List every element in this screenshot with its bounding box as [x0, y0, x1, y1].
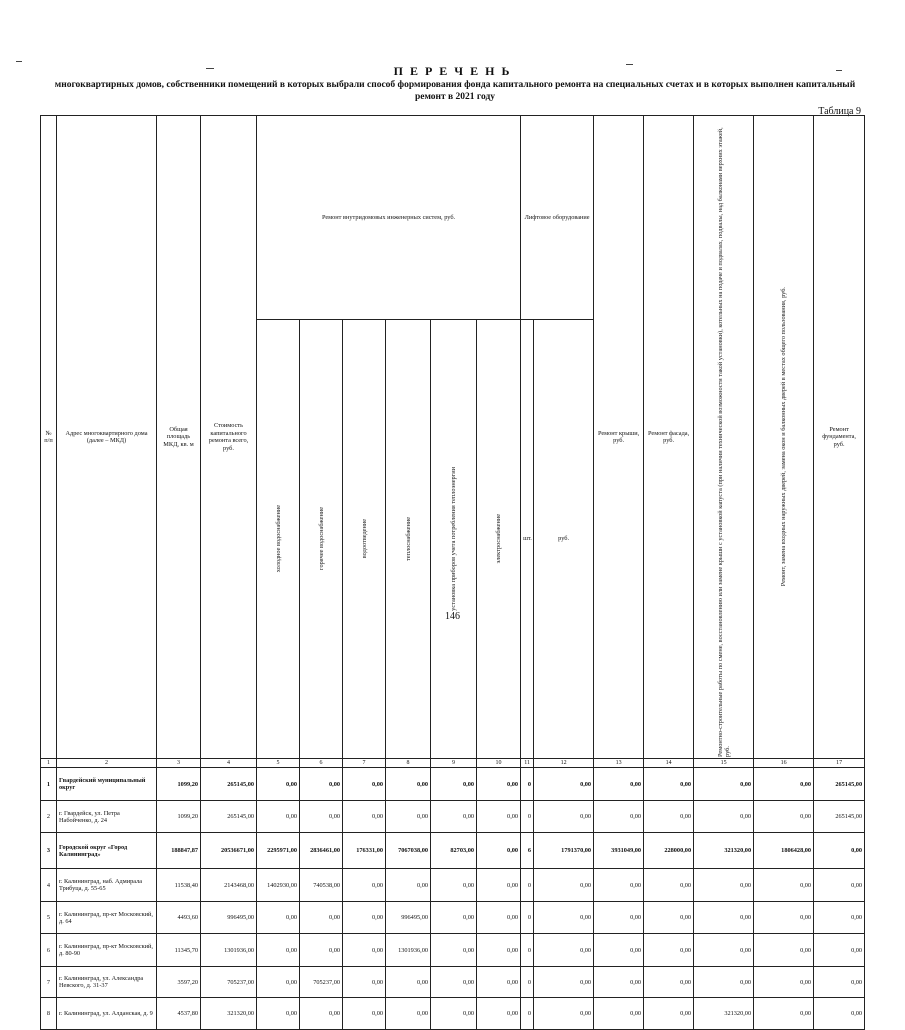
header-basement [694, 116, 754, 759]
value-cell: 0,00 [431, 902, 477, 934]
value-cell: 265145,00 [814, 801, 865, 833]
value-cell: 0,00 [754, 869, 814, 902]
table-row [41, 801, 865, 833]
column-number: 14 [644, 759, 694, 768]
value-cell: 0,00 [644, 998, 694, 1030]
row-number-cell: 5 [41, 902, 57, 934]
cost-cell: 996495,00 [201, 902, 257, 934]
value-cell: 0 [521, 768, 534, 801]
value-cell: 0,00 [300, 801, 343, 833]
value-cell: 0,00 [534, 768, 594, 801]
value-cell: 0,00 [754, 768, 814, 801]
address-cell: г. Калининград, ул. Алданская, д. 9 [57, 998, 157, 1030]
cost-cell: 20536671,00 [201, 833, 257, 869]
column-number: 2 [57, 759, 157, 768]
value-cell: 0,00 [594, 902, 644, 934]
column-number: 7 [343, 759, 386, 768]
value-cell: 321320,00 [694, 998, 754, 1030]
value-cell: 2295971,00 [257, 833, 300, 869]
column-number: 15 [694, 759, 754, 768]
value-cell: 0,00 [644, 902, 694, 934]
value-cell: 0,00 [431, 768, 477, 801]
header-roof: Ремонт крыши, руб. [594, 116, 644, 759]
value-cell: 0,00 [594, 998, 644, 1030]
column-number: 13 [594, 759, 644, 768]
row-number-cell: 8 [41, 998, 57, 1030]
header-basement-text: Ремонтно-строительные работы по смене, восстановлению или замене крыши с установкой капуста (при наличии технической возможности такой установки), котельных на подаче и подвалах, подвалы, над балконами верхних этажей, руб. [717, 117, 731, 757]
address-cell: г. Гвардейск, ул. Петра Набойченко, д. 24 [57, 801, 157, 833]
value-cell: 1806428,00 [754, 833, 814, 869]
column-number: 12 [534, 759, 594, 768]
value-cell: 0,00 [343, 967, 386, 998]
value-cell: 0,00 [477, 869, 521, 902]
value-cell: 6 [521, 833, 534, 869]
area-cell: 4493,60 [157, 902, 201, 934]
value-cell: 0,00 [814, 902, 865, 934]
header-elevator-rub: руб. [534, 319, 594, 758]
address-cell: г. Калининград, пр-кт Московский, д. 80-90 [57, 934, 157, 967]
table-row [41, 967, 865, 998]
document-subtitle: многоквартирных домов, собственники помещений в которых выбрали способ формирования фонда капитального ремонта на специальных счетах и в которых выполнен капитальный ремонт в 2021 году [40, 79, 870, 103]
value-cell: 0,00 [431, 801, 477, 833]
value-cell: 0,00 [534, 869, 594, 902]
cost-cell: 265145,00 [201, 801, 257, 833]
value-cell: 0,00 [644, 801, 694, 833]
value-cell: 0,00 [594, 934, 644, 967]
header-internal-systems: Ремонт внутридомовых инженерных систем, руб. [257, 116, 521, 320]
value-cell: 0,00 [386, 998, 431, 1030]
value-cell: 0,00 [644, 768, 694, 801]
value-cell: 0 [521, 801, 534, 833]
value-cell: 0,00 [644, 869, 694, 902]
column-number: 17 [814, 759, 865, 768]
value-cell: 0,00 [257, 998, 300, 1030]
value-cell: 0,00 [343, 801, 386, 833]
value-cell: 0,00 [534, 998, 594, 1030]
value-cell: 0,00 [694, 967, 754, 998]
header-doors [754, 116, 814, 759]
value-cell: 0,00 [754, 934, 814, 967]
value-cell: 0,00 [594, 967, 644, 998]
area-cell: 11538,40 [157, 869, 201, 902]
value-cell: 82703,00 [431, 833, 477, 869]
header-heating [386, 319, 431, 758]
header-metering-text: установка приборов учета потребления теплоэнергии [450, 467, 457, 611]
value-cell: 0,00 [477, 902, 521, 934]
value-cell: 0,00 [386, 869, 431, 902]
value-cell: 0 [521, 902, 534, 934]
column-number-row [41, 759, 865, 768]
table-body [41, 768, 865, 1030]
table-row [41, 833, 865, 869]
header-sewerage [343, 319, 386, 758]
table-label: Таблица 9 [818, 106, 861, 117]
header-cost: Стоимость капитального ремонта всего, руб. [201, 116, 257, 759]
value-cell: 0,00 [814, 934, 865, 967]
header-heating-text: теплоснабжение [405, 517, 412, 561]
value-cell: 0,00 [594, 869, 644, 902]
value-cell: 321320,00 [694, 833, 754, 869]
value-cell: 0,00 [594, 768, 644, 801]
value-cell: 265145,00 [814, 768, 865, 801]
value-cell: 0,00 [386, 768, 431, 801]
value-cell: 176331,00 [343, 833, 386, 869]
value-cell: 228000,00 [644, 833, 694, 869]
value-cell: 0,00 [694, 934, 754, 967]
header-doors-text: Ремонт, замена входных наружных дверей, замена окон и балконных дверей в местах общего пользования, руб. [780, 287, 787, 586]
document-title: П Е Р Е Ч Е Н Ь [0, 64, 905, 79]
address-cell: г. Калининград, пр-кт Московский, д. 64 [57, 902, 157, 934]
value-cell: 0,00 [343, 998, 386, 1030]
value-cell: 0,00 [534, 902, 594, 934]
value-cell: 740538,00 [300, 869, 343, 902]
header-hot-water [300, 319, 343, 758]
value-cell: 0,00 [343, 934, 386, 967]
column-number: 5 [257, 759, 300, 768]
value-cell: 0,00 [343, 869, 386, 902]
area-cell: 1099,20 [157, 801, 201, 833]
area-cell: 1099,20 [157, 768, 201, 801]
value-cell: 2836461,00 [300, 833, 343, 869]
header-foundation: Ремонт фундамента, руб. [814, 116, 865, 759]
value-cell: 1791370,00 [534, 833, 594, 869]
area-cell: 3597,20 [157, 967, 201, 998]
value-cell: 7067038,00 [386, 833, 431, 869]
table-row [41, 869, 865, 902]
value-cell: 0,00 [694, 902, 754, 934]
header-metering [431, 319, 477, 758]
table-row [41, 998, 865, 1030]
header-address: Адрес многоквартирного дома (далее – МКД) [57, 116, 157, 759]
column-number: 9 [431, 759, 477, 768]
value-cell: 0,00 [814, 998, 865, 1030]
value-cell: 0 [521, 934, 534, 967]
header-num: № п/п [41, 116, 57, 759]
value-cell: 0,00 [534, 967, 594, 998]
value-cell: 0,00 [477, 934, 521, 967]
area-cell: 4537,80 [157, 998, 201, 1030]
value-cell: 0,00 [257, 934, 300, 967]
page-number: 146 [0, 611, 905, 622]
value-cell: 0,00 [431, 869, 477, 902]
value-cell: 0,00 [594, 801, 644, 833]
value-cell: 0,00 [300, 998, 343, 1030]
header-cold-water [257, 319, 300, 758]
value-cell: 0 [521, 869, 534, 902]
value-cell: 1301936,00 [386, 934, 431, 967]
row-number-cell: 4 [41, 869, 57, 902]
value-cell: 0,00 [477, 768, 521, 801]
value-cell: 0,00 [694, 768, 754, 801]
value-cell: 0,00 [477, 833, 521, 869]
value-cell: 0,00 [257, 967, 300, 998]
header-cold-water-text: холодное водоснабжение [275, 505, 282, 572]
value-cell: 0,00 [300, 934, 343, 967]
value-cell: 0,00 [534, 934, 594, 967]
value-cell: 0,00 [814, 967, 865, 998]
value-cell: 0,00 [814, 869, 865, 902]
value-cell: 0,00 [431, 934, 477, 967]
value-cell: 0,00 [534, 801, 594, 833]
value-cell: 0,00 [644, 934, 694, 967]
value-cell: 0,00 [431, 967, 477, 998]
column-number: 3 [157, 759, 201, 768]
column-number: 1 [41, 759, 57, 768]
header-electricity [477, 319, 521, 758]
address-cell: Гвардейский муниципальный округ [57, 768, 157, 801]
capital-repair-table [40, 115, 865, 1030]
value-cell: 0,00 [814, 833, 865, 869]
row-number-cell: 6 [41, 934, 57, 967]
row-number-cell: 2 [41, 801, 57, 833]
value-cell: 0,00 [257, 768, 300, 801]
address-cell: г. Калининград, ул. Александра Невского, д. 31-37 [57, 967, 157, 998]
column-number: 11 [521, 759, 534, 768]
value-cell: 0,00 [754, 967, 814, 998]
value-cell: 0 [521, 998, 534, 1030]
row-number-cell: 1 [41, 768, 57, 801]
cost-cell: 321320,00 [201, 998, 257, 1030]
value-cell: 0,00 [386, 967, 431, 998]
table-row [41, 934, 865, 967]
cost-cell: 2143468,00 [201, 869, 257, 902]
value-cell: 0 [521, 967, 534, 998]
address-cell: Городской округ «Город Калининград» [57, 833, 157, 869]
value-cell: 996495,00 [386, 902, 431, 934]
address-cell: г. Калининград, наб. Адмирала Трибуца, д. 55-65 [57, 869, 157, 902]
value-cell: 0,00 [343, 902, 386, 934]
column-number: 8 [386, 759, 431, 768]
header-elevator-qty: шт. [521, 319, 534, 758]
header-sewerage-text: водоотведение [361, 519, 368, 558]
header-facade: Ремонт фасада, руб. [644, 116, 694, 759]
value-cell: 0,00 [644, 967, 694, 998]
value-cell: 0,00 [694, 801, 754, 833]
table-row [41, 902, 865, 934]
header-hot-water-text: горячее водоснабжение [318, 507, 325, 570]
cost-cell: 1301936,00 [201, 934, 257, 967]
area-cell: 188847,87 [157, 833, 201, 869]
value-cell: 0,00 [300, 768, 343, 801]
value-cell: 0,00 [754, 902, 814, 934]
value-cell: 0,00 [431, 998, 477, 1030]
cost-cell: 265145,00 [201, 768, 257, 801]
column-number: 10 [477, 759, 521, 768]
value-cell: 0,00 [386, 801, 431, 833]
value-cell: 0,00 [300, 902, 343, 934]
value-cell: 0,00 [477, 967, 521, 998]
value-cell: 0,00 [754, 801, 814, 833]
value-cell: 0,00 [477, 801, 521, 833]
row-number-cell: 3 [41, 833, 57, 869]
header-electricity-text: электроснабжение [495, 514, 502, 563]
value-cell: 0,00 [257, 902, 300, 934]
value-cell: 0,00 [477, 998, 521, 1030]
cost-cell: 705237,00 [201, 967, 257, 998]
header-elevator: Лифтовое оборудование [521, 116, 594, 320]
column-number: 4 [201, 759, 257, 768]
column-number: 6 [300, 759, 343, 768]
header-area: Общая площадь МКД, кв. м [157, 116, 201, 759]
value-cell: 0,00 [257, 801, 300, 833]
area-cell: 11345,70 [157, 934, 201, 967]
column-number: 16 [754, 759, 814, 768]
value-cell: 0,00 [754, 998, 814, 1030]
value-cell: 1402930,00 [257, 869, 300, 902]
value-cell: 3931049,00 [594, 833, 644, 869]
value-cell: 0,00 [343, 768, 386, 801]
value-cell: 705237,00 [300, 967, 343, 998]
scan-mark [16, 61, 22, 62]
table-row [41, 768, 865, 801]
value-cell: 0,00 [694, 869, 754, 902]
row-number-cell: 7 [41, 967, 57, 998]
